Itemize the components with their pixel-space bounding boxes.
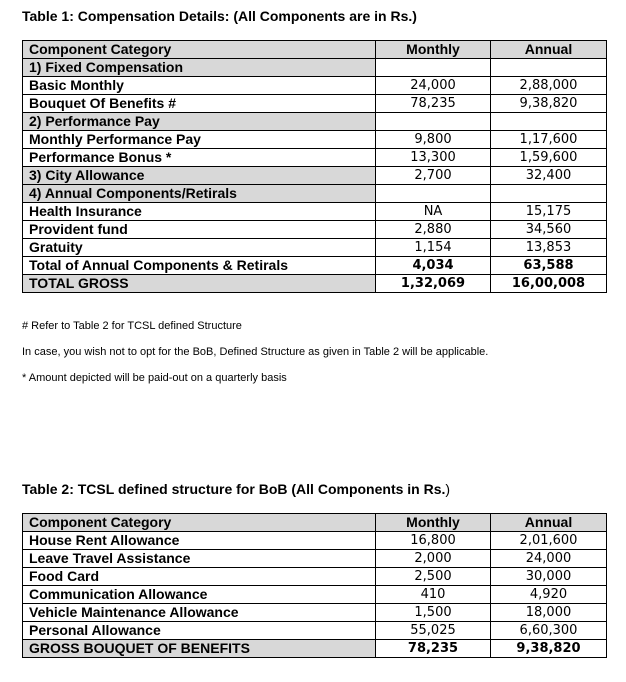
row-monthly: 1,154 xyxy=(376,239,491,257)
row-annual: 1,59,600 xyxy=(491,149,607,167)
row-monthly: 2,700 xyxy=(376,167,491,185)
table-row xyxy=(23,640,607,658)
row-label: Provident fund xyxy=(23,221,376,239)
header-component-category: Component Category xyxy=(23,514,376,532)
row-label: House Rent Allowance xyxy=(23,532,376,550)
row-label: Basic Monthly xyxy=(23,77,376,95)
row-annual: 6,60,300 xyxy=(491,622,607,640)
row-label: Bouquet Of Benefits # xyxy=(23,95,376,113)
row-monthly: 24,000 xyxy=(376,77,491,95)
row-annual: 9,38,820 xyxy=(491,640,607,658)
table-row xyxy=(23,95,607,113)
table-header-row xyxy=(23,514,607,532)
table-header-row xyxy=(23,41,607,59)
table-row xyxy=(23,586,607,604)
row-label: 2) Performance Pay xyxy=(23,113,376,131)
row-annual xyxy=(491,59,607,77)
table1-title: Table 1: Compensation Details: (All Components are in Rs.) xyxy=(22,8,417,24)
row-annual: 18,000 xyxy=(491,604,607,622)
table-row xyxy=(23,275,607,293)
table-row xyxy=(23,203,607,221)
row-label: Gratuity xyxy=(23,239,376,257)
table-row xyxy=(23,59,607,77)
table-row xyxy=(23,167,607,185)
row-monthly: 78,235 xyxy=(376,640,491,658)
row-monthly: 9,800 xyxy=(376,131,491,149)
row-annual: 9,38,820 xyxy=(491,95,607,113)
row-label: 3) City Allowance xyxy=(23,167,376,185)
row-label: Leave Travel Assistance xyxy=(23,550,376,568)
row-monthly: 55,025 xyxy=(376,622,491,640)
header-annual: Annual xyxy=(491,41,607,59)
table-row xyxy=(23,185,607,203)
row-monthly xyxy=(376,59,491,77)
row-label: 1) Fixed Compensation xyxy=(23,59,376,77)
row-annual xyxy=(491,185,607,203)
row-annual: 24,000 xyxy=(491,550,607,568)
row-monthly: 1,32,069 xyxy=(376,275,491,293)
row-monthly: NA xyxy=(376,203,491,221)
row-label: TOTAL GROSS xyxy=(23,275,376,293)
row-label: Personal Allowance xyxy=(23,622,376,640)
row-monthly xyxy=(376,113,491,131)
header-component-category: Component Category xyxy=(23,41,376,59)
row-label: Vehicle Maintenance Allowance xyxy=(23,604,376,622)
table-row xyxy=(23,257,607,275)
row-annual: 32,400 xyxy=(491,167,607,185)
row-label: Monthly Performance Pay xyxy=(23,131,376,149)
row-annual: 16,00,008 xyxy=(491,275,607,293)
row-label: 4) Annual Components/Retirals xyxy=(23,185,376,203)
row-label: GROSS BOUQUET OF BENEFITS xyxy=(23,640,376,658)
row-label: Health Insurance xyxy=(23,203,376,221)
row-annual: 63,588 xyxy=(491,257,607,275)
row-monthly: 78,235 xyxy=(376,95,491,113)
row-monthly: 2,880 xyxy=(376,221,491,239)
table-row xyxy=(23,550,607,568)
table2-title-tail: ) xyxy=(445,481,451,497)
note-bob-reference: # Refer to Table 2 for TCSL defined Structure xyxy=(22,320,242,332)
table-row xyxy=(23,604,607,622)
row-annual: 4,920 xyxy=(491,586,607,604)
row-annual: 2,01,600 xyxy=(491,532,607,550)
header-monthly: Monthly xyxy=(376,514,491,532)
row-monthly: 410 xyxy=(376,586,491,604)
row-annual: 2,88,000 xyxy=(491,77,607,95)
table-row xyxy=(23,113,607,131)
table-row xyxy=(23,131,607,149)
row-label: Communication Allowance xyxy=(23,586,376,604)
row-monthly: 13,300 xyxy=(376,149,491,167)
row-annual: 30,000 xyxy=(491,568,607,586)
row-monthly: 2,000 xyxy=(376,550,491,568)
table-row xyxy=(23,622,607,640)
row-monthly xyxy=(376,185,491,203)
table-row xyxy=(23,77,607,95)
row-label: Performance Bonus * xyxy=(23,149,376,167)
table-row xyxy=(23,532,607,550)
row-annual xyxy=(491,113,607,131)
row-monthly: 4,034 xyxy=(376,257,491,275)
row-annual: 15,175 xyxy=(491,203,607,221)
row-annual: 1,17,600 xyxy=(491,131,607,149)
row-monthly: 16,800 xyxy=(376,532,491,550)
table-row xyxy=(23,149,607,167)
row-label: Total of Annual Components & Retirals xyxy=(23,257,376,275)
row-annual: 34,560 xyxy=(491,221,607,239)
note-bob-opt-out: In case, you wish not to opt for the BoB, Defined Structure as given in Table 2 will be applicable. xyxy=(22,346,489,358)
row-annual: 13,853 xyxy=(491,239,607,257)
row-monthly: 2,500 xyxy=(376,568,491,586)
table2-title xyxy=(22,481,450,497)
row-label: Food Card xyxy=(23,568,376,586)
table-row xyxy=(23,221,607,239)
note-quarterly-payout: * Amount depicted will be paid-out on a quarterly basis xyxy=(22,372,287,384)
table-row xyxy=(23,239,607,257)
compensation-table xyxy=(22,40,607,293)
table-row xyxy=(23,568,607,586)
header-monthly: Monthly xyxy=(376,41,491,59)
header-annual: Annual xyxy=(491,514,607,532)
row-monthly: 1,500 xyxy=(376,604,491,622)
table2-title-text: Table 2: TCSL defined structure for BoB (All Components in Rs. xyxy=(22,481,446,497)
bob-structure-table xyxy=(22,513,607,658)
